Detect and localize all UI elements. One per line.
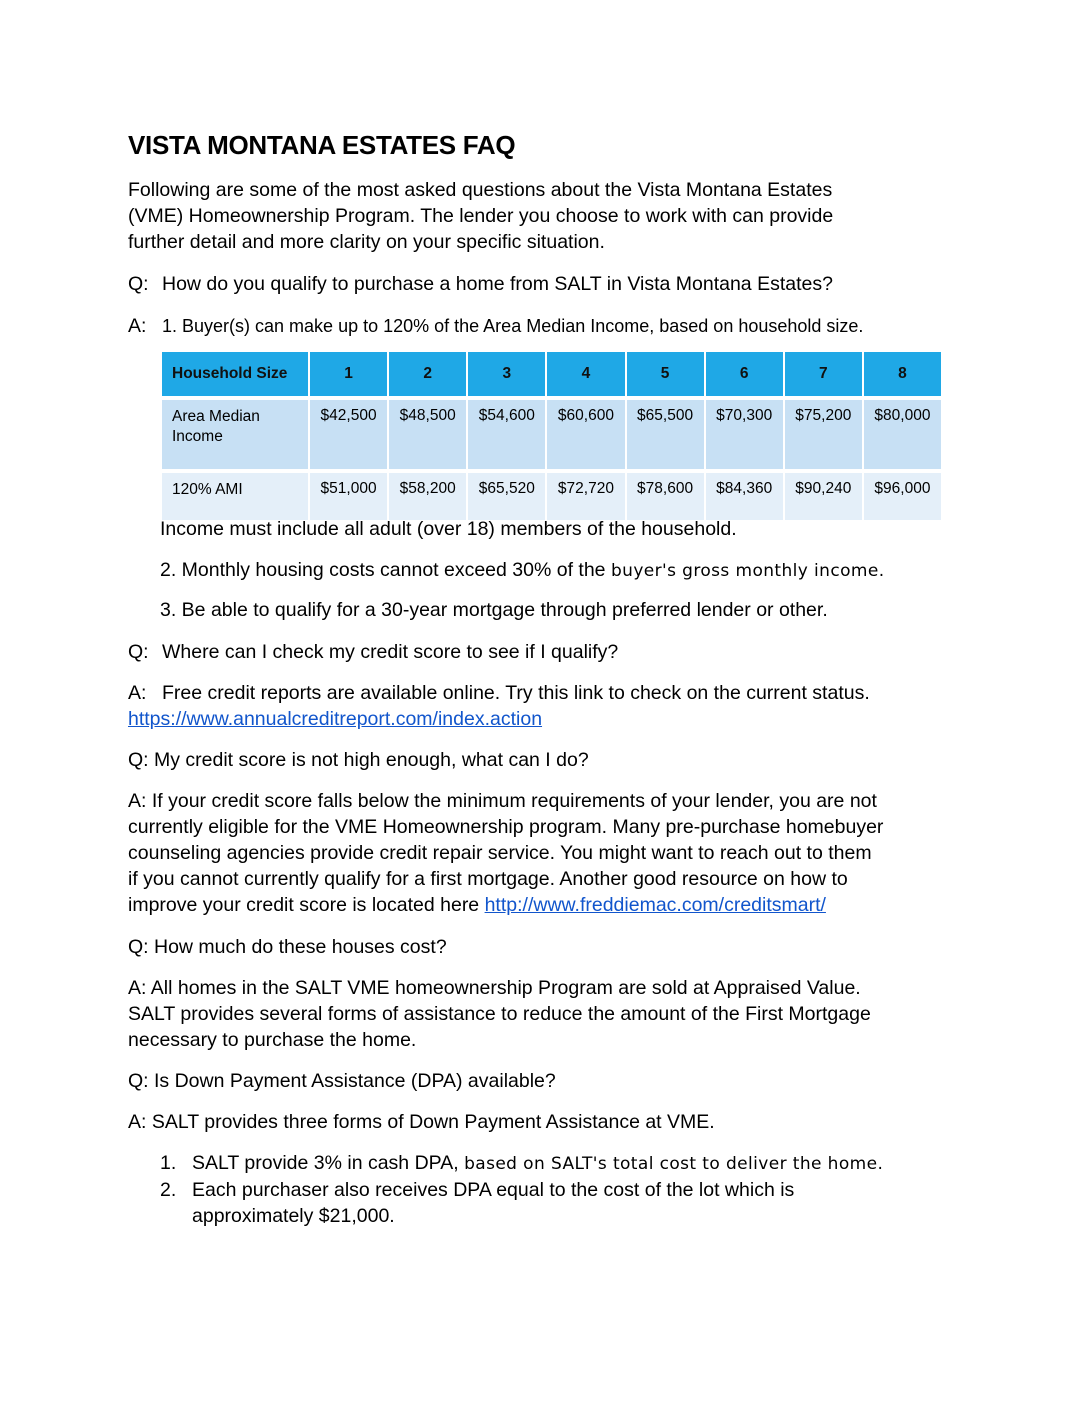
table-header-cell: 2 xyxy=(389,352,466,400)
answer-3 xyxy=(128,788,883,918)
table-header-cell: Household Size xyxy=(162,352,308,400)
intro-line: Following are some of the most asked questions about the Vista Montana Estates xyxy=(128,179,833,201)
list-item-continuation xyxy=(160,1203,883,1229)
table-header-cell: 6 xyxy=(706,352,783,400)
requirement-text: 2. Monthly housing costs cannot exceed 30% of the xyxy=(160,559,606,581)
answer-line: necessary to purchase the home. xyxy=(128,1029,417,1051)
answer-line: currently eligible for the VME Homeownership program. Many pre-purchase homebuyer xyxy=(128,816,884,838)
table-header-cell: 4 xyxy=(547,352,624,400)
question-4: Q: How much do these houses cost? xyxy=(128,936,447,958)
table-cell: $54,600 xyxy=(468,400,545,473)
table-header-cell: 3 xyxy=(468,352,545,400)
answer-label: A: xyxy=(128,315,147,337)
row-label-line: Income xyxy=(172,428,223,445)
question-1 xyxy=(128,271,833,297)
list-item xyxy=(160,1177,883,1203)
answer-1 xyxy=(128,313,863,339)
answer-2 xyxy=(128,680,870,732)
table-cell: $58,200 xyxy=(389,473,466,524)
intro-line: (VME) Homeownership Program. The lender you choose to work with can provide xyxy=(128,205,834,227)
table-cell: $78,600 xyxy=(627,473,704,524)
answer-text: Free credit reports are available online. Try this link to check on the current status. xyxy=(162,682,870,704)
table-cell: $48,500 xyxy=(389,400,466,473)
answer-line: SALT provides several forms of assistance to reduce the amount of the First Mortgage xyxy=(128,1003,871,1025)
answer-text: 1. Buyer(s) can make up to 120% of the Area Median Income, based on household size. xyxy=(162,316,864,336)
requirement-text: buyer's gross monthly income. xyxy=(610,561,885,581)
answer-line: A: All homes in the SALT VME homeownership Program are sold at Appraised Value. xyxy=(128,977,861,999)
list-text: Each purchaser also receives DPA equal to the cost of the lot which is xyxy=(192,1179,795,1201)
row-label-line: Area Median xyxy=(172,408,260,425)
question-2 xyxy=(128,639,618,665)
income-table xyxy=(160,352,943,524)
question-label: Q: xyxy=(128,273,149,295)
requirement-2 xyxy=(160,557,885,584)
table-cell: $42,500 xyxy=(310,400,387,473)
question-label: Q: xyxy=(128,641,149,663)
list-number: 1. xyxy=(160,1152,177,1174)
intro-line: further detail and more clarity on your specific situation. xyxy=(128,231,605,253)
income-note: Income must include all adult (over 18) members of the household. xyxy=(160,518,737,540)
answer-label: A: xyxy=(128,682,147,704)
question-3: Q: My credit score is not high enough, what can I do? xyxy=(128,749,589,771)
annual-credit-report-link[interactable]: https://www.annualcreditreport.com/index.action xyxy=(128,708,543,730)
table-cell: $65,500 xyxy=(627,400,704,473)
table-header-cell: 5 xyxy=(627,352,704,400)
list-text: approximately $21,000. xyxy=(192,1205,395,1227)
answer-line: improve your credit score is located here xyxy=(128,894,485,916)
table-cell: $84,360 xyxy=(706,473,783,524)
answer-5: A: SALT provides three forms of Down Payment Assistance at VME. xyxy=(128,1111,715,1133)
table-header-cell: 7 xyxy=(785,352,862,400)
table-cell: $90,240 xyxy=(785,473,862,524)
answer-line: counseling agencies provide credit repair service. You might want to reach out to them xyxy=(128,842,872,864)
table-cell: $80,000 xyxy=(864,400,941,473)
table-cell: $96,000 xyxy=(864,473,941,524)
question-text: How do you qualify to purchase a home from SALT in Vista Montana Estates? xyxy=(162,273,833,295)
table-cell-label: 120% AMI xyxy=(162,473,308,524)
freddie-mac-link[interactable]: http://www.freddiemac.com/creditsmart/ xyxy=(484,894,826,916)
answer-line: A: If your credit score falls below the minimum requirements of your lender, you are not xyxy=(128,790,877,812)
table-header-row xyxy=(162,352,941,400)
table-cell-label xyxy=(162,400,308,473)
table-header-cell: 1 xyxy=(310,352,387,400)
table-row xyxy=(162,400,941,473)
answer-line: if you cannot currently qualify for a first mortgage. Another good resource on how to xyxy=(128,868,848,890)
table-header-cell: 8 xyxy=(864,352,941,400)
list-number: 2. xyxy=(160,1179,177,1201)
answer-4 xyxy=(128,975,871,1053)
table-cell: $65,520 xyxy=(468,473,545,524)
intro-paragraph xyxy=(128,177,833,255)
table-cell: $72,720 xyxy=(547,473,624,524)
requirement-3: 3. Be able to qualify for a 30-year mortgage through preferred lender or other. xyxy=(160,599,828,621)
question-5: Q: Is Down Payment Assistance (DPA) available? xyxy=(128,1070,556,1092)
table-cell: $51,000 xyxy=(310,473,387,524)
page-title: VISTA MONTANA ESTATES FAQ xyxy=(128,130,516,160)
table-cell: $70,300 xyxy=(706,400,783,473)
list-text: SALT provide 3% in cash DPA, xyxy=(192,1152,459,1174)
dpa-list xyxy=(160,1150,883,1229)
table-cell: $60,600 xyxy=(547,400,624,473)
table-cell: $75,200 xyxy=(785,400,862,473)
list-text: based on SALT's total cost to deliver the home. xyxy=(464,1154,884,1174)
list-item xyxy=(160,1150,883,1177)
question-text: Where can I check my credit score to see if I qualify? xyxy=(162,641,619,663)
